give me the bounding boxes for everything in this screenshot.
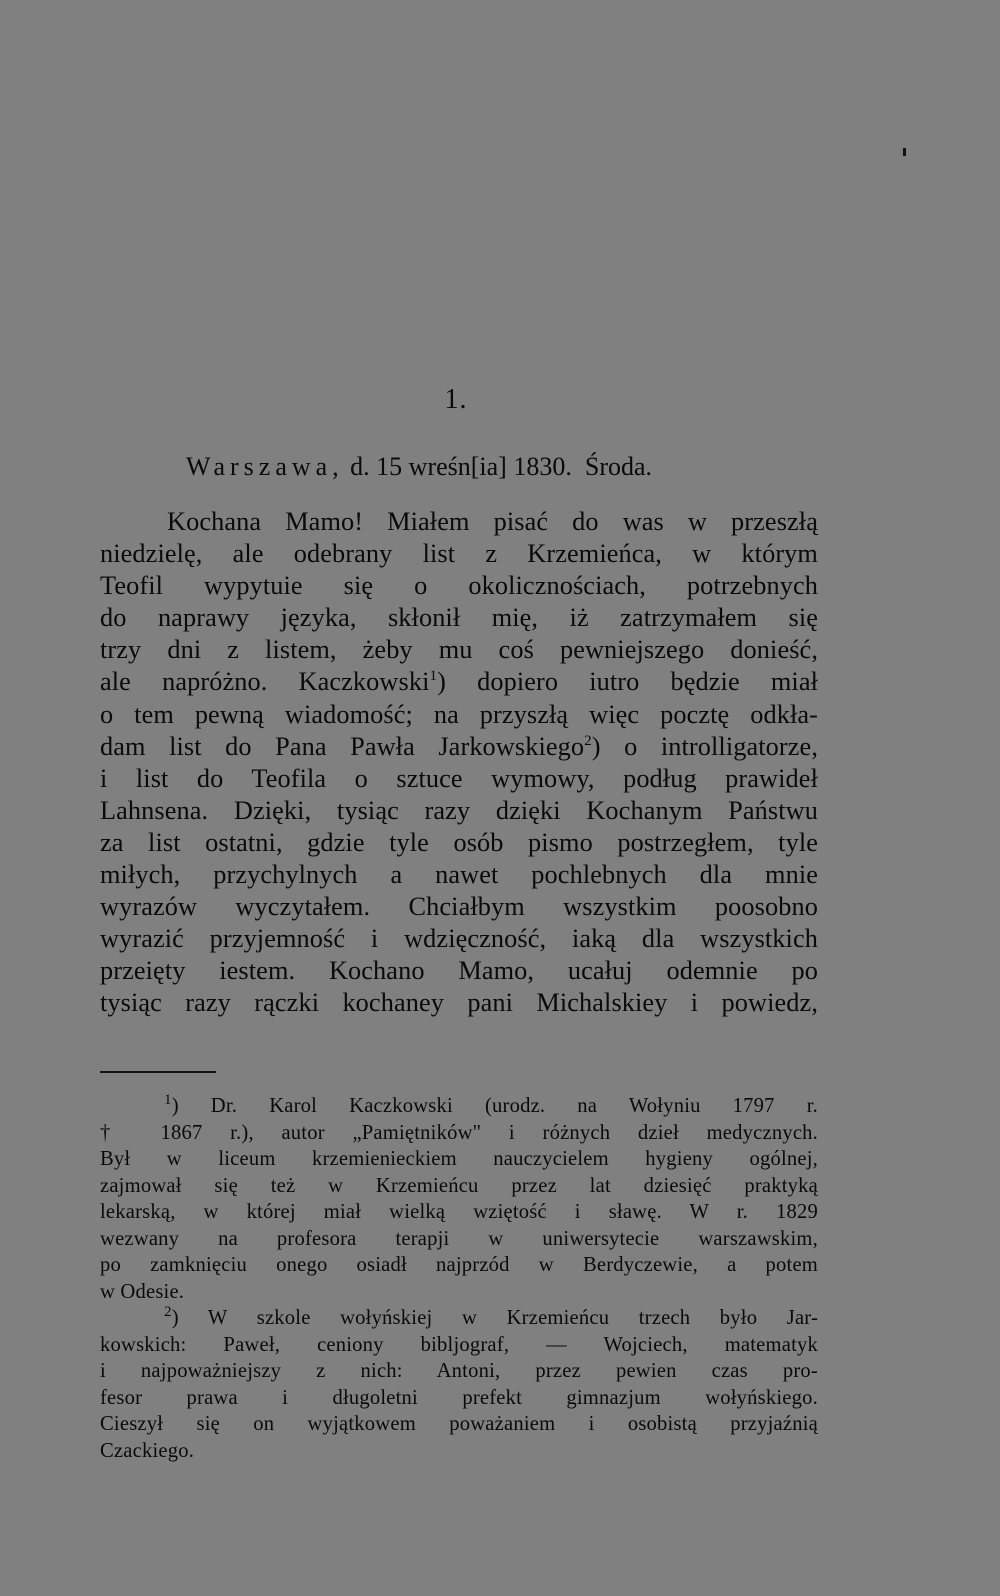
body-line-with-footnote-2 [100,731,818,763]
chapter-number: 1. [444,384,468,415]
body-line: Lahnsena. Dzięki, tysiąc razy dzięki Kochanym Państwu [100,795,818,825]
body-line: Kochana Mamo! Miałem pisać do was w przeszłą [167,507,818,536]
footnote-line: w Odesie. [100,1280,185,1303]
body-line: miłych, przychylnych a nawet pochlebnych dla mnie [100,860,818,890]
footnote-line: po zamknięciu onego osiadł najprzód w Berdyczewie, a potem [100,1254,818,1276]
letter-body [100,506,818,1020]
footnote-2-line [100,1305,818,1332]
body-line-text: ) o introlligatorze, [591,731,818,761]
dateline-city: Warszawa, [186,452,344,481]
body-line: niedzielę, ale odebrany list z Krzemieńca, w którym [100,539,818,569]
body-line: za list ostatni, gdzie tyle osób pismo postrzegłem, tyle [100,827,818,857]
body-line: przeięty iestem. Kochano Mamo, ucałuj odemnie po [100,956,818,986]
footnote-line: fesor prawa i długoletni prefekt gimnazjum wołyńskiego. [100,1386,818,1409]
footnotes [100,1093,818,1464]
letter-dateline [186,452,826,482]
body-line: tysiąc razy rączki kochaney pani Michalskiey i powiedz, [100,988,818,1018]
footnote-ref-2: 2 [584,732,592,749]
footnote-line: wezwany na profesora terapji w uniwersytecie warszawskim, [100,1227,818,1250]
footnote-1-line [100,1093,818,1120]
scan-speck [903,148,906,156]
footnote-line: Cieszył się on wyjątkowem poważaniem i osobistą przyjaźnią [100,1413,818,1435]
footnote-line: zajmował się też w Krzemieńcu przez lat dziesięć praktyką [100,1174,818,1197]
body-line: do naprawy języka, skłonił mię, iż zatrzymałem się [100,603,818,633]
footnote-line: † 1867 r.), autor „Pamiętników" i różnych dzieł medycznych. [100,1121,818,1144]
footnote-line: Był w liceum krzemienieckiem nauczycielem hygieny ogólnej, [100,1148,818,1170]
footnote-mark-2: 2 [164,1304,172,1321]
footnote-line: kowskich: Paweł, ceniony bibljograf, — Wojciech, matematyk [100,1333,818,1356]
footnote-mark-1: 1 [164,1092,172,1109]
body-line: o tem pewną wiadomość; na przyszłą więc pocztę odkła- [100,699,818,729]
body-line-text: ) dopiero iutro będzie miał [437,667,818,697]
body-line-text: ale napróżno. Kaczkowski [100,667,430,697]
body-line-with-footnote-1 [100,666,818,698]
body-line-text: dam list do Pana Pawła Jarkowskiego [100,731,585,761]
footnote-line: Czackiego. [100,1439,195,1462]
body-line: trzy dni z listem, żeby mu coś pewniejszego donieść, [100,635,818,665]
body-line: wyrazów wyczytałem. Chciałbym wszystkim poosobno [100,892,818,922]
body-line: wyrazić przyjemność i wdzięczność, iaką dla wszystkich [100,924,818,954]
footnote-line: lekarską, w której miał wielką wziętość i sławę. W r. 1829 [100,1201,818,1223]
footnote-text: ) W szkole wołyńskiej w Krzemieńcu trzech było Jar- [171,1307,818,1329]
footnote-text: ) Dr. Karol Kaczkowski (urodz. na Wołyniu 1797 r. [171,1095,818,1117]
body-line: Teofil wypytuie się o okolicznościach, potrzebnych [100,571,818,601]
footnote-line: i najpoważniejszy z nich: Antoni, przez pewien czas pro- [100,1360,818,1382]
footnote-separator [100,1071,216,1073]
body-line: i list do Teofila o sztuce wymowy, podług prawideł [100,763,818,793]
dateline-date: d. 15 wreśn[ia] 1830. [350,452,572,481]
dateline-weekday: Środa. [584,452,653,481]
footnote-ref-1: 1 [429,668,438,685]
